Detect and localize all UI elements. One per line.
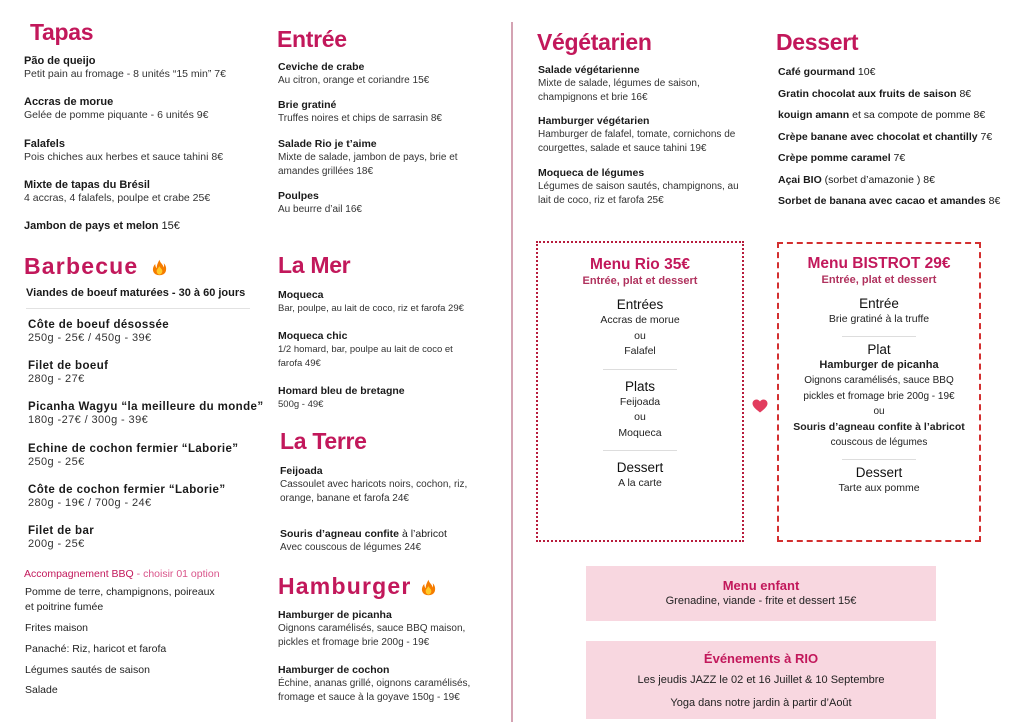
- menu-item: [28, 319, 268, 346]
- menu-item: [28, 525, 268, 552]
- menu-rio-line: Falafel: [624, 345, 656, 357]
- item-desc: 1/2 homard, bar, poulpe au lait de coco et farofa 49€: [278, 344, 453, 369]
- menu-bistrot-subtitle: Entrée, plat et dessert: [821, 274, 937, 286]
- menu-item: [538, 167, 753, 207]
- item-desc: 500g - 49€: [278, 399, 324, 410]
- item-desc: Mixte de salade, jambon de pays, brie et amandes grillées 18€: [278, 152, 458, 177]
- item-desc: Au beurre d’ail 16€: [278, 204, 362, 215]
- dessert-name: kouign amann: [778, 109, 850, 121]
- accompagnement-option: Frites maison: [25, 622, 89, 634]
- item-name: [280, 528, 505, 541]
- item-name: Poulpes: [278, 190, 319, 202]
- menu-item: [538, 115, 753, 155]
- menu-item: [278, 61, 503, 88]
- hamburger-title: Hamburger: [278, 573, 412, 599]
- menu-bistrot-section-title: Entrée: [859, 296, 899, 311]
- column-tapas-barbecue: [24, 0, 264, 724]
- item-name: Hamburger de cochon: [278, 664, 390, 676]
- menu-item: [278, 664, 493, 704]
- column-dessert: [776, 0, 1024, 230]
- menu-bistrot-section-title: Plat: [867, 341, 891, 357]
- item-desc: 280g - 19€ / 700g - 24€: [28, 497, 152, 509]
- menu-bistrot-line: Hamburger de picanha: [819, 358, 939, 371]
- accompagnement-option: Panaché: Riz, haricot et farofa: [25, 643, 167, 655]
- menu-item: [24, 55, 264, 82]
- menu-bistrot-line: Souris d’agneau confite à l’abricot: [793, 420, 965, 433]
- menu-rio-line: Accras de morue: [600, 314, 680, 326]
- menu-item: [28, 443, 268, 470]
- menu-bistrot-line: couscous de légumes: [830, 437, 928, 448]
- dessert-rest: et sa compote de pomme 8€: [849, 109, 986, 121]
- accompagnement-label: Accompagnement BBQ: [24, 568, 134, 580]
- dessert-rest: 10€: [855, 66, 876, 78]
- menu-item: [24, 96, 264, 123]
- evenements-line: Les jeudis JAZZ le 02 et 16 Juillet & 10 Septembre: [637, 674, 885, 686]
- heart-icon: [752, 399, 768, 413]
- item-price: 15€: [161, 220, 180, 232]
- item-name: Salade végétarienne: [538, 64, 640, 76]
- item-desc: 280g - 27€: [28, 373, 85, 385]
- menu-item: [278, 330, 468, 370]
- dessert-item: [778, 66, 875, 78]
- item-name: Moqueca chic: [278, 330, 348, 342]
- accompagnement-option: Salade: [25, 684, 58, 696]
- menu-bistrot-box: [777, 242, 981, 542]
- dessert-rest: 7€: [977, 131, 993, 143]
- item-name: Picanha Wagyu “la meilleure du monde”: [28, 401, 264, 413]
- item-name: Hamburger végétarien: [538, 115, 650, 127]
- item-desc: Légumes de saison sautés, champignons, au lait de coco, riz et farofa 25€: [538, 181, 739, 206]
- divider: [26, 308, 250, 309]
- item-name: Mixte de tapas du Brésil: [24, 179, 150, 191]
- item-name: Accras de morue: [24, 96, 114, 108]
- menu-bistrot-title: Menu BISTROT 29€: [807, 255, 951, 272]
- barbecue-title: Barbecue: [24, 253, 139, 279]
- item-name: Brie gratiné: [278, 99, 337, 111]
- accompagnement-note: - choisir 01 option: [133, 568, 220, 580]
- item-name: Filet de bar: [28, 525, 95, 537]
- item-name: Moqueca: [278, 289, 324, 301]
- menu-bistrot-line: Oignons caramélisés, sauce BBQ: [804, 375, 954, 386]
- menu-item: [278, 289, 503, 316]
- item-desc: 4 accras, 4 falafels, poulpe et crabe 25€: [24, 192, 211, 204]
- evenements-title: Événements à RIO: [703, 651, 819, 666]
- barbecue-heading: [24, 253, 167, 280]
- dessert-name: Crèpe banane avec chocolat et chantilly: [778, 131, 978, 143]
- menu-item: [278, 385, 503, 412]
- menu-rio-section-title: Plats: [624, 378, 655, 394]
- item-name: Côte de cochon fermier “Laborie”: [28, 484, 226, 496]
- la-mer-heading: La Mer: [278, 252, 351, 278]
- item-desc: Truffes noires et chips de sarrasin 8€: [278, 113, 442, 124]
- item-name: Homard bleu de bretagne: [278, 385, 405, 397]
- dessert-rest: 8€: [985, 195, 1001, 207]
- dessert-name: Crèpe pomme caramel: [778, 152, 891, 164]
- accompagnement-option: Légumes sautés de saison: [25, 664, 150, 676]
- item-desc: Bar, poulpe, au lait de coco, riz et farofa 29€: [278, 303, 464, 314]
- accompagnement-option: et poitrine fumée: [25, 601, 104, 613]
- item-desc: Gelée de pomme piquante - 6 unités 9€: [24, 109, 209, 121]
- item-desc: Pois chiches aux herbes et sauce tahini 8€: [24, 151, 224, 163]
- item-desc: Hamburger de falafel, tomate, cornichons de courgettes, salade et sauce tahini 19€: [538, 129, 736, 154]
- column-entree-mer-terre-hamburger: [278, 0, 503, 724]
- menu-rio-line: ou: [634, 411, 646, 423]
- dessert-item: [778, 88, 971, 100]
- item-name: Côte de boeuf désossée: [28, 319, 170, 331]
- barbecue-subtitle: Viandes de boeuf maturées - 30 à 60 jours: [26, 287, 246, 299]
- item-desc: Mixte de salade, légumes de saison, champignons et brie 16€: [538, 78, 700, 103]
- menu-rio-title: Menu Rio 35€: [590, 256, 690, 273]
- evenements-line: Yoga dans notre jardin à partir d’Août: [670, 697, 852, 709]
- item-desc: Cassoulet avec haricots noirs, cochon, riz, orange, banane et farofa 24€: [280, 479, 468, 504]
- menu-item: [28, 484, 268, 511]
- item-name: Hamburger de picanha: [278, 609, 392, 621]
- item-desc: 200g - 25€: [28, 538, 85, 550]
- divider: [603, 369, 677, 370]
- item-name: Feijoada: [280, 465, 323, 477]
- dessert-name: Sorbet de banana avec cacao et amandes: [778, 195, 986, 207]
- accompagnement-option: Pomme de terre, champignons, poireaux: [25, 586, 215, 598]
- dessert-name: Café gourmand: [778, 66, 856, 78]
- item-desc: Avec couscous de légumes 24€: [280, 542, 422, 553]
- dessert-item: [778, 109, 985, 121]
- menu-bistrot-line: Brie gratiné à la truffe: [828, 313, 930, 325]
- accompagnement-title: [24, 568, 220, 580]
- menu-rio-line: Feijoada: [619, 395, 661, 408]
- dessert-heading: Dessert: [776, 29, 859, 55]
- item-desc: 250g - 25€ / 450g - 39€: [28, 332, 152, 344]
- evenements-box: [586, 641, 936, 719]
- menu-item: [24, 179, 264, 206]
- menu-item: [280, 528, 505, 555]
- divider: [842, 459, 916, 460]
- item-desc: Échine, ananas grillé, oignons caramélisés, fromage et sauce à la goyave 150g - 19€: [278, 678, 471, 703]
- item-name-suffix: à l’abricot: [399, 528, 447, 540]
- item-name: Ceviche de crabe: [278, 61, 365, 73]
- dessert-rest: 8€: [956, 88, 972, 100]
- item-name: Moqueca de légumes: [538, 167, 645, 179]
- item-name-text: Souris d’agneau confite: [280, 528, 400, 540]
- menu-enfant-box: [586, 566, 936, 621]
- item-desc: Au citron, orange et coriandre 15€: [278, 75, 430, 86]
- dessert-rest: 7€: [890, 152, 906, 164]
- menu-rio-subtitle: Entrée, plat et dessert: [582, 275, 698, 287]
- menu-item: [278, 609, 488, 649]
- menu-enfant-desc: Grenadine, viande - frite et dessert 15€: [665, 595, 857, 607]
- menu-item: [28, 360, 268, 387]
- flame-icon: [421, 579, 436, 596]
- item-desc: Petit pain au fromage - 8 unités “15 min” 7€: [24, 68, 226, 80]
- dessert-item: [778, 195, 1000, 207]
- menu-rio-line: A la carte: [618, 477, 662, 489]
- menu-rio-line: Moqueca: [618, 426, 662, 439]
- menu-item: [278, 138, 483, 178]
- item-name: Salade Rio je t’aime: [278, 138, 377, 150]
- hamburger-heading: [278, 573, 436, 600]
- menu-bistrot-section-title: Dessert: [855, 464, 903, 480]
- item-name: Echine de cochon fermier “Laborie”: [28, 443, 239, 455]
- item-name: Falafels: [24, 138, 65, 150]
- la-terre-heading: La Terre: [280, 428, 367, 454]
- menu-bistrot-line: ou: [873, 406, 885, 417]
- entree-heading: Entrée: [277, 26, 347, 52]
- tapas-heading: Tapas: [30, 19, 94, 45]
- menu-item: [280, 465, 495, 505]
- item-desc: 180g -27€ / 300g - 39€: [28, 414, 149, 426]
- dessert-name: Açai BIO: [778, 174, 822, 186]
- column-vegetarien: [530, 0, 760, 230]
- divider: [603, 450, 677, 451]
- vegetarien-heading: Végétarien: [537, 29, 652, 55]
- menu-item: [538, 64, 750, 104]
- menu-rio-box: [536, 241, 744, 542]
- flame-icon: [152, 259, 167, 276]
- divider: [842, 336, 916, 337]
- dessert-rest: (sorbet d’amazonie ) 8€: [821, 174, 935, 186]
- menu-item: [278, 190, 503, 217]
- menu-item: [24, 138, 264, 165]
- menu-bistrot-line: Tarte aux pomme: [838, 481, 920, 494]
- item-name: Filet de boeuf: [28, 360, 109, 372]
- dessert-name: Gratin chocolat aux fruits de saison: [778, 88, 957, 100]
- menu-rio-section-title: Entrées: [616, 297, 664, 312]
- menu-rio-line: ou: [634, 329, 646, 342]
- item-name: [24, 220, 264, 233]
- item-name: Pão de queijo: [24, 55, 96, 67]
- dessert-item: [778, 131, 992, 143]
- dessert-item: [778, 152, 905, 164]
- menu-rio-section-title: Dessert: [616, 460, 664, 475]
- menu-enfant-title: Menu enfant: [722, 578, 800, 593]
- menu-item: [24, 220, 264, 233]
- menu-bistrot-line: pickles et fromage brie 200g - 19€: [803, 390, 955, 402]
- menu-item: [278, 99, 503, 126]
- page-divider: [511, 22, 513, 722]
- item-desc: 250g - 25€: [28, 456, 85, 468]
- item-name-text: Jambon de pays et melon: [24, 220, 159, 232]
- menu-item: [28, 401, 268, 428]
- item-desc: Oignons caramélisés, sauce BBQ maison, pickles et fromage brie 200g - 19€: [278, 623, 466, 648]
- dessert-item: [778, 174, 935, 186]
